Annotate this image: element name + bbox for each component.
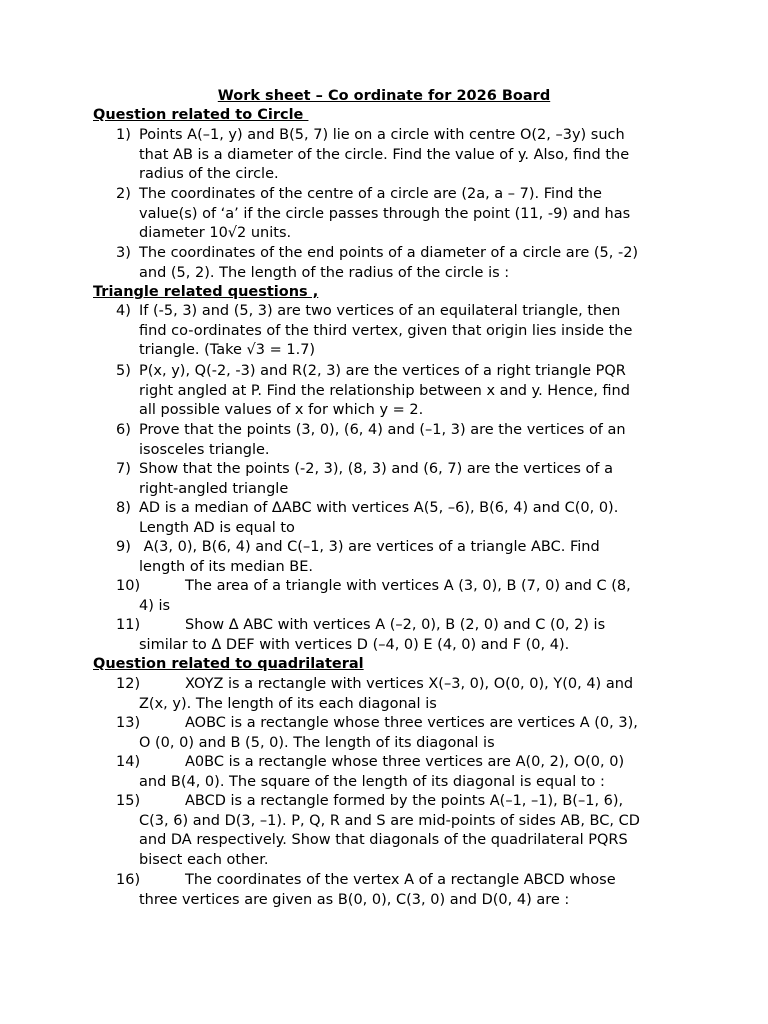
question-line: ABCD is a rectangle formed by the points A(–1, –1), B(–1, 6), bbox=[185, 793, 624, 809]
question-number: 13) bbox=[116, 715, 141, 731]
question-1 bbox=[0, 126, 768, 185]
question-line: similar to Δ DEF with vertices D (–4, 0) E (4, 0) and F (0, 4). bbox=[139, 636, 570, 653]
question-10 bbox=[0, 577, 768, 616]
question-line: all possible values of x for which y = 2. bbox=[139, 402, 424, 419]
question-number: 10) bbox=[116, 578, 141, 594]
question-number: 11) bbox=[116, 617, 141, 633]
question-6 bbox=[0, 421, 768, 460]
question-line: The coordinates of the vertex A of a rectangle ABCD whose bbox=[185, 872, 616, 888]
question-11 bbox=[0, 616, 768, 655]
question-line: value(s) of ‘a’ if the circle passes through the point (11, -9) and has bbox=[139, 205, 631, 222]
question-line: A0BC is a rectangle whose three vertices are A(0, 2), O(0, 0) bbox=[185, 754, 625, 770]
question-line: Points A(–1, y) and B(5, 7) lie on a circle with centre O(2, –3y) such bbox=[139, 127, 625, 143]
question-line: and B(4, 0). The square of the length of its diagonal is equal to : bbox=[139, 773, 605, 790]
question-line: The coordinates of the end points of a diameter of a circle are (5, -2) bbox=[139, 245, 639, 261]
worksheet-title: Work sheet – Co ordinate for 2026 Board bbox=[217, 88, 551, 104]
question-number: 8) bbox=[116, 500, 131, 516]
question-text bbox=[139, 460, 679, 499]
question-text bbox=[139, 185, 679, 244]
question-line: and DA respectively. Show that diagonals of the quadrilateral PQRS bbox=[139, 832, 628, 849]
question-4 bbox=[0, 302, 768, 361]
section-heading-quadrilateral: Question related to quadrilateral bbox=[93, 656, 364, 672]
question-number: 14) bbox=[116, 754, 141, 770]
question-line: XOYZ is a rectangle with vertices X(–3, 0), O(0, 0), Y(0, 4) and bbox=[185, 676, 634, 692]
question-line: AOBC is a rectangle whose three vertices are vertices A (0, 3), bbox=[185, 715, 638, 731]
question-line: right-angled triangle bbox=[139, 480, 289, 497]
question-8 bbox=[0, 499, 768, 538]
section-heading-circle: Question related to Circle ⁠ bbox=[93, 107, 309, 123]
question-number: 7) bbox=[116, 461, 131, 477]
question-text bbox=[139, 577, 679, 616]
question-3 bbox=[0, 244, 768, 283]
question-line: triangle. (Take √3 = 1.7) bbox=[139, 342, 316, 359]
question-line: 4) is bbox=[139, 597, 171, 614]
question-line: Length AD is equal to bbox=[139, 519, 295, 536]
question-16 bbox=[0, 871, 768, 910]
question-text bbox=[139, 302, 679, 361]
question-text bbox=[139, 421, 679, 460]
question-15 bbox=[0, 792, 768, 870]
question-line: that AB is a diameter of the circle. Find the value of y. Also, find the bbox=[139, 146, 630, 163]
question-line: right angled at P. Find the relationship between x and y. Hence, find bbox=[139, 382, 630, 399]
question-line: find co-ordinates of the third vertex, given that origin lies inside the bbox=[139, 322, 633, 339]
question-number: 5) bbox=[116, 363, 131, 379]
question-line: radius of the circle. bbox=[139, 166, 279, 183]
question-line: Prove that the points (3, 0), (6, 4) and (–1, 3) are the vertices of an bbox=[139, 422, 626, 438]
question-number: 1) bbox=[116, 127, 131, 143]
question-line: three vertices are given as B(0, 0), C(3, 0) and D(0, 4) are : bbox=[139, 891, 570, 908]
question-text bbox=[139, 244, 679, 283]
question-text bbox=[139, 538, 679, 577]
question-line: bisect each other. bbox=[139, 851, 269, 868]
question-line: length of its median BE. bbox=[139, 558, 313, 575]
question-number: 16) bbox=[116, 872, 141, 888]
question-text bbox=[139, 616, 679, 655]
question-number: 15) bbox=[116, 793, 141, 809]
question-text bbox=[139, 714, 679, 753]
question-number: 12) bbox=[116, 676, 141, 692]
question-number: 4) bbox=[116, 303, 131, 319]
question-line: and (5, 2). The length of the radius of the circle is : bbox=[139, 264, 510, 281]
question-number: 2) bbox=[116, 186, 131, 202]
question-7 bbox=[0, 460, 768, 499]
question-text bbox=[139, 675, 679, 714]
question-text bbox=[139, 871, 679, 910]
question-line: Show Δ ABC with vertices A (–2, 0), B (2, 0) and C (0, 2) is bbox=[185, 617, 606, 633]
question-line: diameter 10√2 units. bbox=[139, 225, 292, 242]
question-number: 3) bbox=[116, 245, 131, 261]
question-14 bbox=[0, 753, 768, 792]
question-9 bbox=[0, 538, 768, 577]
question-13 bbox=[0, 714, 768, 753]
question-text bbox=[139, 499, 679, 538]
question-5 bbox=[0, 362, 768, 421]
question-text bbox=[139, 126, 679, 185]
question-line: P(x, y), Q(-2, -3) and R(2, 3) are the vertices of a right triangle PQR bbox=[139, 363, 626, 379]
question-line: A(3, 0), B(6, 4) and C(–1, 3) are vertices of a triangle ABC. Find bbox=[139, 539, 600, 555]
section-heading-triangle: Triangle related questions ,⁠ bbox=[93, 284, 319, 300]
question-line: If (-5, 3) and (5, 3) are two vertices of an equilateral triangle, then bbox=[139, 303, 621, 319]
question-line: C(3, 6) and D(3, –1). P, Q, R and S are mid-points of sides AB, BC, CD bbox=[139, 812, 640, 829]
question-line: AD is a median of ΔABC with vertices A(5, –6), B(6, 4) and C(0, 0). bbox=[139, 500, 619, 516]
question-line: O (0, 0) and B (5, 0). The length of its diagonal is bbox=[139, 734, 495, 751]
question-12 bbox=[0, 675, 768, 714]
question-line: isosceles triangle. bbox=[139, 441, 270, 458]
question-line: Show that the points (-2, 3), (8, 3) and (6, 7) are the vertices of a bbox=[139, 461, 614, 477]
question-line: Z(x, y). The length of its each diagonal is bbox=[139, 695, 437, 712]
question-line: The coordinates of the centre of a circle are (2a, a – 7). Find the bbox=[139, 186, 602, 202]
question-line: The area of a triangle with vertices A (3, 0), B (7, 0) and C (8, bbox=[185, 578, 631, 594]
question-text bbox=[139, 753, 679, 792]
question-text bbox=[139, 362, 679, 421]
question-number: 6) bbox=[116, 422, 131, 438]
question-number: 9) bbox=[116, 539, 131, 555]
question-text bbox=[139, 792, 679, 870]
question-2 bbox=[0, 185, 768, 244]
